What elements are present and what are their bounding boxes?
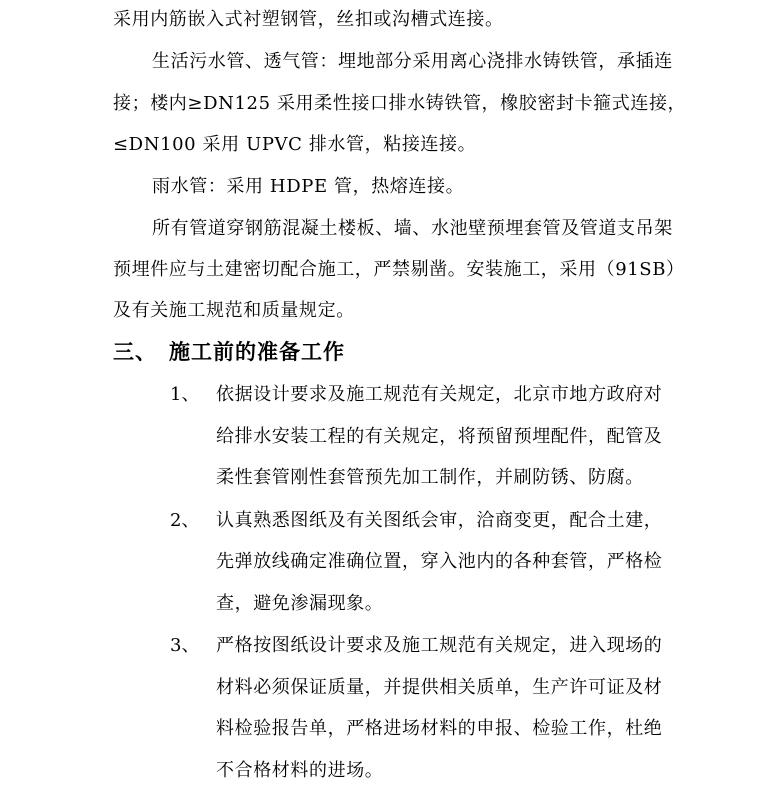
list-item-line: 给排水安装工程的有关规定，将预留预埋配件，配管及 (216, 426, 663, 447)
paragraph-line: 采用内筋嵌入式衬塑钢管，丝扣或沟槽式连接。 (113, 9, 504, 30)
list-item-line: 先弹放线确定准确位置，穿入池内的各种套管，严格检 (216, 551, 663, 572)
list-item-line: 料检验报告单，严格进场材料的申报、检验工作，杜绝 (216, 718, 663, 739)
list-item-number: 2、 (170, 510, 200, 531)
list-item-line: 认真熟悉图纸及有关图纸会审，洽商变更，配合土建， (216, 510, 663, 531)
paragraph-line: 预埋件应与土建密切配合施工，严禁剔凿。安装施工，采用（91SB） (113, 259, 685, 280)
paragraph-line: 接；楼内≥DN125 采用柔性接口排水铸铁管，橡胶密封卡箍式连接， (113, 93, 687, 114)
section-heading (113, 339, 345, 365)
list-item-line: 严格按图纸设计要求及施工规范有关规定，进入现场的 (216, 635, 663, 656)
list-item-line: 材料必须保证质量，并提供相关质单，生产许可证及材 (216, 677, 663, 698)
list-item-line: 不合格材料的进场。 (216, 760, 384, 781)
list-item-number: 3、 (170, 635, 200, 656)
paragraph-line: ≤DN100 采用 UPVC 排水管，粘接连接。 (113, 134, 477, 155)
section-title: 施工前的准备工作 (169, 339, 345, 364)
paragraph-line: 及有关施工规范和质量规定。 (113, 300, 355, 321)
paragraph-line: 生活污水管、透气管：埋地部分采用离心浇排水铸铁管，承插连 (152, 51, 673, 72)
list-item-number: 1、 (170, 384, 200, 405)
paragraph-line: 雨水管：采用 HDPE 管，热熔连接。 (152, 176, 465, 197)
list-item-line: 柔性套管刚性套管预先加工制作，并刷防锈、防腐。 (216, 467, 644, 488)
section-number: 三、 (113, 339, 157, 364)
list-item-line: 依据设计要求及施工规范有关规定，北京市地方政府对 (216, 384, 663, 405)
list-item-line: 查，避免渗漏现象。 (216, 593, 384, 614)
paragraph-line: 所有管道穿钢筋混凝土楼板、墙、水池壁预埋套管及管道支吊架 (152, 218, 673, 239)
